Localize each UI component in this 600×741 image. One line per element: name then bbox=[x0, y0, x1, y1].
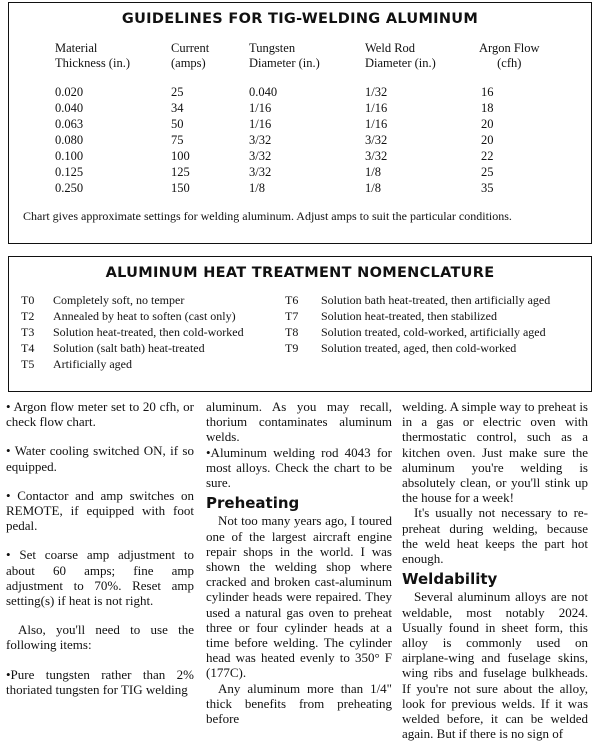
heading-preheating: Preheating bbox=[206, 494, 300, 513]
cell-tungsten: 1/8 bbox=[249, 181, 265, 195]
cell-argon-flow: 16 bbox=[481, 85, 494, 99]
header-argon-flow: Argon Flow (cfh) bbox=[479, 41, 540, 70]
cell-argon-flow: 22 bbox=[481, 149, 494, 163]
treatment-code: T7 bbox=[285, 309, 299, 323]
article-column-1 bbox=[6, 399, 194, 697]
treatment-description: Solution bath heat-treated, then artificially aged bbox=[321, 293, 551, 307]
treatment-code: T0 bbox=[21, 293, 35, 307]
cell-weld-rod: 3/32 bbox=[365, 149, 388, 163]
cell-current: 50 bbox=[171, 117, 184, 131]
cell-thickness: 0.040 bbox=[55, 101, 84, 115]
paragraph-oven-preheat: welding. A simple way to preheat is in a gas or electric oven with thermostatic control, such as a kitchen oven. Just make sure the aluminum you're welding is absolutely clean, or you'll stink up the house for a week! bbox=[402, 399, 588, 506]
cell-argon-flow: 25 bbox=[481, 165, 494, 179]
treatment-description: Artificially aged bbox=[53, 357, 132, 371]
paragraph-re-preheat: It's usually not necessary to re-preheat during welding, because the weld heat keeps the part hot enough. bbox=[402, 505, 588, 567]
tig-table-title: GUIDELINES FOR TIG-WELDING ALUMINUM bbox=[121, 11, 479, 27]
cell-current: 34 bbox=[171, 101, 184, 115]
cell-thickness: 0.020 bbox=[55, 85, 84, 99]
cell-weld-rod: 1/16 bbox=[365, 101, 388, 115]
treatment-description: Solution heat-treated, then cold-worked bbox=[53, 325, 244, 339]
heat-treatment-title: ALUMINUM HEAT TREATMENT NOMENCLATURE bbox=[105, 265, 495, 281]
cell-argon-flow: 20 bbox=[481, 133, 494, 147]
cell-tungsten: 1/16 bbox=[249, 101, 272, 115]
tig-guidelines-table bbox=[8, 2, 592, 244]
header-weld-rod-diameter: Weld Rod Diameter (in.) bbox=[365, 41, 436, 70]
header-tungsten-diameter: Tungsten Diameter (in.) bbox=[249, 41, 320, 70]
cell-weld-rod: 1/16 bbox=[365, 117, 388, 131]
cell-current: 75 bbox=[171, 133, 184, 147]
cell-argon-flow: 35 bbox=[481, 181, 494, 195]
cell-argon-flow: 18 bbox=[481, 101, 494, 115]
header-current: Current (amps) bbox=[171, 41, 210, 70]
cell-weld-rod: 3/32 bbox=[365, 133, 388, 147]
bullet-argon-flow: • Argon flow meter set to 20 cfh, or check flow chart. bbox=[6, 399, 194, 430]
cell-weld-rod: 1/8 bbox=[365, 165, 381, 179]
paragraph-thorium: aluminum. As you may recall, thorium contaminates aluminum welds. bbox=[206, 399, 392, 445]
treatment-description: Solution (salt bath) heat-treated bbox=[53, 341, 205, 355]
treatment-code: T9 bbox=[285, 341, 299, 355]
tig-table-note: Chart gives approximate settings for welding aluminum. Adjust amps to suit the particular conditions. bbox=[23, 209, 512, 223]
paragraph-preheating-story: Not too many years ago, I toured one of the largest aircraft engine repair shops in the world. I was shown the welding shop where cracked and broken cast-aluminum cylinder heads were repaired. They used a natural gas oven to preheat three or four cylinder heads at a time before welding. The cylinder head was heated evenly to 350° F (177C). bbox=[206, 513, 392, 681]
bullet-welding-rod: •Aluminum welding rod 4043 for most alloys. Check the chart to be sure. bbox=[206, 444, 392, 491]
cell-tungsten: 3/32 bbox=[249, 133, 272, 147]
treatment-description: Completely soft, no temper bbox=[53, 293, 185, 307]
bullet-pure-tungsten: •Pure tungsten rather than 2% thoriated tungsten for TIG welding bbox=[6, 666, 194, 697]
cell-weld-rod: 1/8 bbox=[365, 181, 381, 195]
article-column-2 bbox=[206, 399, 392, 726]
cell-tungsten: 1/16 bbox=[249, 117, 272, 131]
treatment-description: Solution treated, cold-worked, artificially aged bbox=[321, 325, 546, 339]
cell-weld-rod: 1/32 bbox=[365, 85, 388, 99]
cell-current: 125 bbox=[171, 165, 190, 179]
treatment-code: T3 bbox=[21, 325, 35, 339]
paragraph-preheating-thick: Any aluminum more than 1/4" thick benefits from preheating before bbox=[206, 680, 392, 727]
cell-tungsten: 0.040 bbox=[249, 85, 278, 99]
cell-current: 100 bbox=[171, 149, 190, 163]
bullet-contactor-switches: • Contactor and amp switches on REMOTE, if equipped with foot pedal. bbox=[6, 487, 194, 534]
treatment-code: T5 bbox=[21, 357, 35, 371]
header-material-thickness: Material Thickness (in.) bbox=[55, 41, 130, 70]
treatment-code: T8 bbox=[285, 325, 299, 339]
cell-argon-flow: 20 bbox=[481, 117, 494, 131]
heading-weldability: Weldability bbox=[402, 570, 498, 589]
treatment-code: T2 bbox=[21, 309, 35, 323]
cell-thickness: 0.100 bbox=[55, 149, 84, 163]
treatment-description: Annealed by heat to soften (cast only) bbox=[53, 309, 236, 323]
article-column-3 bbox=[402, 399, 588, 741]
cell-thickness: 0.250 bbox=[55, 181, 84, 195]
treatment-code: T4 bbox=[21, 341, 35, 355]
treatment-description: Solution treated, aged, then cold-worked bbox=[321, 341, 517, 355]
cell-thickness: 0.063 bbox=[55, 117, 84, 131]
paragraph-weldability: Several aluminum alloys are not weldable, most notably 2024. Usually found in sheet form, this alloy is commonly used on airplane-wing and fuselage skins, wing ribs and fuselage bulkheads. If you're not sure about the alloy, look for previous welds. If it was welded before, it can be welded again. But if there is no sign of bbox=[402, 589, 588, 741]
heat-treatment-table bbox=[8, 256, 592, 392]
cell-current: 150 bbox=[171, 181, 190, 195]
bullet-amp-adjustment: • Set coarse amp adjustment to about 60 amps; fine amp adjustment to 70%. Reset amp setting(s) if heat is not right. bbox=[6, 547, 194, 609]
cell-current: 25 bbox=[171, 85, 184, 99]
cell-tungsten: 3/32 bbox=[249, 165, 272, 179]
paragraph-items-intro: Also, you'll need to use the following items: bbox=[6, 622, 194, 653]
cell-thickness: 0.125 bbox=[55, 165, 84, 179]
cell-tungsten: 3/32 bbox=[249, 149, 272, 163]
treatment-code: T6 bbox=[285, 293, 299, 307]
cell-thickness: 0.080 bbox=[55, 133, 84, 147]
bullet-water-cooling: • Water cooling switched ON, if so equipped. bbox=[6, 443, 194, 474]
treatment-description: Solution heat-treated, then stabilized bbox=[321, 309, 497, 323]
